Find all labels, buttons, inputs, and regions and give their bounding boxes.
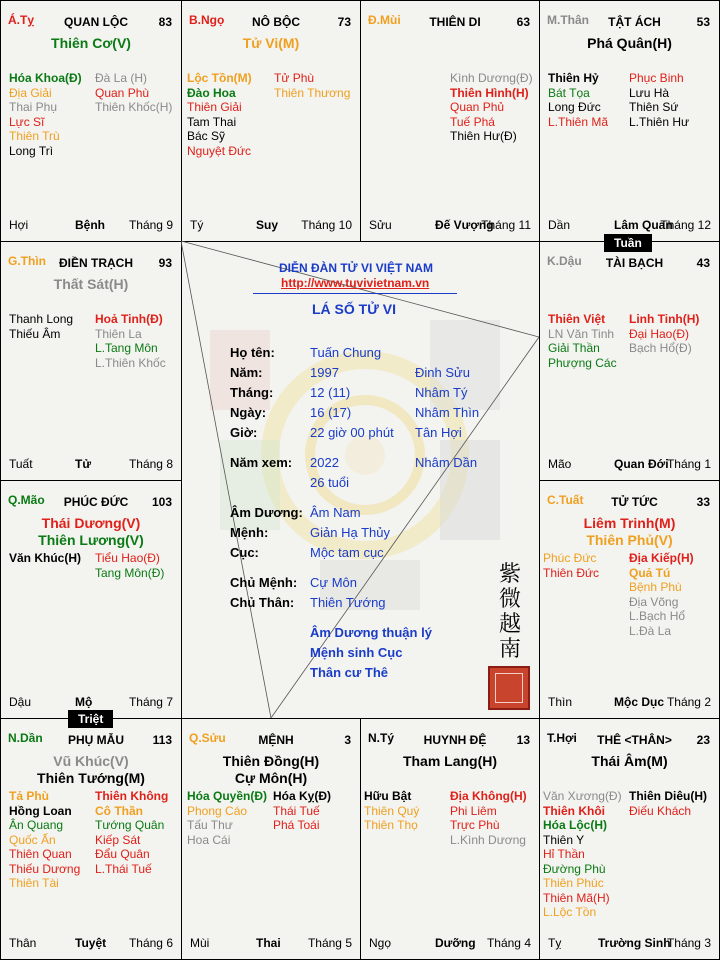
palace-stem: Á.Tỵ <box>8 13 35 27</box>
minor-stars-left <box>9 312 73 341</box>
minor-star: Kình Dương(Đ) <box>450 71 533 85</box>
minor-star: Quốc Ấn <box>9 832 56 847</box>
minor-star: Hóa Khoa(Đ) <box>9 71 82 85</box>
minor-star: Thiên Thọ <box>364 818 418 832</box>
info-value: 22 giờ 00 phút <box>310 425 394 440</box>
triet-tag: Triệt <box>68 710 113 728</box>
branch-label: Tý <box>190 218 204 232</box>
minor-star: Tấu Thư <box>187 818 233 832</box>
palace-name: TÀI BẠCH <box>605 256 664 270</box>
minor-star: Thiên Khốc(H) <box>95 100 173 114</box>
minor-star: Quan Phủ <box>450 100 505 114</box>
palace-name: THIÊN DI <box>429 15 481 29</box>
minor-star: Hóa Kỵ(Đ) <box>273 789 332 803</box>
branch-label: Dậu <box>9 695 32 709</box>
palace-name: PHỤ MẪU <box>68 733 124 747</box>
major-star: Thất Sát(H) <box>53 276 129 292</box>
major-star: Thiên Cơ(V) <box>51 35 131 51</box>
major-star: Tham Lang(H) <box>402 753 498 769</box>
palace-p-tuat <box>539 480 720 719</box>
minor-star: Hóa Quyền(Đ) <box>187 789 268 803</box>
minor-star: Đà La (H) <box>95 71 148 85</box>
minor-star: Thanh Long <box>9 312 74 326</box>
branch-label: Thân <box>9 936 37 950</box>
major-star: Thiên Đồng(H) <box>222 753 320 769</box>
life-stage: Suy <box>256 218 279 232</box>
palace-footer <box>548 695 711 709</box>
palace-name: QUAN LỘC <box>64 15 128 29</box>
minor-star: Hồng Loan <box>9 803 72 818</box>
minor-star: Phục Binh <box>629 71 684 85</box>
minor-star: Thiên Sứ <box>629 100 679 114</box>
minor-star: L.Thiên Hư <box>629 114 690 129</box>
minor-star: Kiếp Sát <box>95 832 141 847</box>
minor-star: Thiên Hư(Đ) <box>450 129 517 143</box>
month-label: Tháng 2 <box>666 695 711 709</box>
minor-stars-right <box>95 71 172 115</box>
palace-stem: N.Dần <box>8 731 43 745</box>
minor-star: Linh Tinh(H) <box>629 312 700 326</box>
info-value: 12 (11) <box>310 385 351 400</box>
minor-star: L.Thiên Khốc <box>95 355 166 370</box>
month-label: Tháng 12 <box>660 218 711 232</box>
minor-star: Thiên Việt <box>548 312 606 326</box>
palace-footer <box>548 457 711 471</box>
minor-star: Thiên Hỷ <box>548 71 599 85</box>
palace-p-mao <box>0 480 182 719</box>
minor-stars-left <box>548 312 617 370</box>
palace-age: 93 <box>158 256 172 270</box>
palace-age: 23 <box>696 733 710 747</box>
minor-star: Cô Thần <box>95 803 143 818</box>
palace-name: TẬT ÁCH <box>608 15 661 29</box>
branch-label: Thìn <box>548 695 573 709</box>
minor-star: Văn Khúc(H) <box>9 551 81 565</box>
info-value: Giản Hạ Thủy <box>310 525 390 540</box>
minor-star: Địa Giải <box>9 85 52 100</box>
minor-star: Long Đức <box>548 100 601 114</box>
minor-star: Đẩu Quân <box>95 847 150 861</box>
palace-name: THÊ <THÂN> <box>597 733 672 747</box>
palace-stem: M.Thân <box>547 13 589 27</box>
info-label: Chủ Mệnh: <box>230 575 298 590</box>
palace-p-than <box>539 0 720 242</box>
minor-star: Phá Toái <box>273 818 320 832</box>
minor-star: Thiên Hình(H) <box>450 85 529 100</box>
minor-star: Lực Sĩ <box>9 114 45 129</box>
major-star: Thái Dương(V) <box>41 515 141 531</box>
palace-footer <box>548 218 711 232</box>
palace-footer <box>9 218 173 232</box>
palace-footer <box>9 695 173 709</box>
minor-star: Phượng Các <box>548 355 617 370</box>
palace-age: 63 <box>516 15 530 29</box>
minor-star: Bát Tọa <box>548 85 590 100</box>
palace-name: MỆNH <box>258 733 294 747</box>
info-label: Họ tên: <box>230 345 275 360</box>
palace-age: 53 <box>696 15 710 29</box>
chart-note: Thân cư Thê <box>310 665 389 680</box>
palace-p-hoi <box>539 718 720 960</box>
forum-url[interactable]: http://www.tuvivietnam.vn <box>281 276 430 290</box>
palace-stem: T.Hợi <box>547 731 577 745</box>
minor-star: Tiểu Hao(Đ) <box>95 551 160 565</box>
palace-p-dan <box>0 718 182 960</box>
minor-star: Thiên Trù <box>9 129 60 143</box>
palace-footer <box>548 936 711 950</box>
info-label: Âm Dương: <box>230 505 303 520</box>
minor-star: Địa Không(H) <box>450 789 527 803</box>
calligraphy-char: 南 <box>498 637 521 662</box>
vertical-calligraphy <box>497 562 523 662</box>
minor-star: Bác Sỹ <box>187 129 226 143</box>
palace-stem: Q.Mão <box>8 493 45 507</box>
info-label: Tháng: <box>230 385 274 400</box>
palace-footer <box>369 936 531 950</box>
info-label: Mệnh: <box>230 525 269 540</box>
minor-star: Đường Phù <box>543 861 606 876</box>
month-label: Tháng 10 <box>301 218 352 232</box>
age-value: 26 tuổi <box>310 475 350 490</box>
palace-age: 43 <box>696 256 710 270</box>
minor-star: Trực Phù <box>450 818 500 832</box>
minor-star: Thiên Thương <box>274 85 351 100</box>
minor-star: Đại Hao(Đ) <box>629 326 690 341</box>
palace-age: 3 <box>344 733 351 747</box>
minor-stars-right <box>629 789 707 818</box>
major-star: Vũ Khúc(V) <box>53 753 129 769</box>
minor-star: Bệnh Phù <box>629 580 682 594</box>
palace-p-mui <box>360 0 540 242</box>
branch-label: Tỵ <box>548 936 562 950</box>
minor-star: Địa Kiếp(H) <box>629 551 694 565</box>
minor-stars-right <box>450 789 527 847</box>
info-value: 2022 <box>310 455 339 470</box>
life-stage: Trường Sinh <box>598 936 671 950</box>
palace-age: 103 <box>151 495 172 509</box>
minor-star: Long Trì <box>9 143 54 158</box>
month-label: Tháng 4 <box>486 936 531 950</box>
info-value: 16 (17) <box>310 405 352 420</box>
info-label: Giờ: <box>230 425 258 440</box>
minor-stars-left <box>543 551 599 580</box>
major-star: Thiên Tướng(M) <box>37 770 145 786</box>
month-label: Tháng 7 <box>128 695 173 709</box>
red-seal-stamp <box>488 666 530 710</box>
minor-star: Thiên Giải <box>187 100 242 114</box>
minor-stars-left <box>9 71 82 158</box>
minor-star: Tang Môn(Đ) <box>95 565 165 580</box>
minor-star: Hoả Tinh(Đ) <box>95 312 163 326</box>
life-stage: Đế Vượng <box>435 218 494 232</box>
palace-stem: B.Ngọ <box>189 13 225 27</box>
minor-stars-right <box>629 312 699 356</box>
title-divider <box>253 293 457 294</box>
minor-star: Quả Tú <box>629 565 671 580</box>
month-label: Tháng 6 <box>128 936 173 950</box>
palace-stem: N.Tý <box>368 731 395 745</box>
minor-star: Thiên Quý <box>364 803 420 818</box>
minor-star: L.Thái Tuế <box>95 861 152 876</box>
info-value: 1997 <box>310 365 339 380</box>
minor-star: Địa Võng <box>629 594 679 609</box>
minor-star: L.Lộc Tồn <box>543 905 597 919</box>
minor-star: Thiên Mã(H) <box>543 890 610 905</box>
minor-star: Phúc Đức <box>543 551 597 565</box>
minor-stars-right <box>273 789 331 833</box>
palace-name: ĐIỀN TRẠCH <box>59 256 133 270</box>
palace-age: 73 <box>337 15 351 29</box>
info-label: Năm xem: <box>230 455 293 470</box>
minor-star: Giải Thần <box>548 341 600 355</box>
minor-star: L.Đà La <box>629 623 672 638</box>
info-label: Cục: <box>230 545 259 560</box>
minor-star: L.Bạch Hổ <box>629 609 686 623</box>
tuan-tag: Tuần <box>604 234 652 252</box>
info-value-canchi: Nhâm Dần <box>415 455 478 470</box>
palace-footer <box>9 457 173 471</box>
palace-stem: Đ.Mùi <box>368 13 401 27</box>
minor-star: Thiếu Dương <box>9 861 81 876</box>
major-star: Cự Môn(H) <box>234 770 308 786</box>
minor-stars-left <box>9 789 80 891</box>
minor-star: Văn Xương(Đ) <box>543 789 622 803</box>
minor-star: Thái Tuế <box>273 803 320 818</box>
life-stage: Lâm Quan <box>614 218 673 232</box>
major-star: Thiên Lương(V) <box>38 532 144 548</box>
minor-stars-left <box>548 71 608 129</box>
info-value: Tuấn Chung <box>310 345 382 360</box>
palace-name: NÔ BỘC <box>252 15 300 29</box>
calligraphy-char: 紫 <box>498 562 521 587</box>
month-label: Tháng 1 <box>666 457 711 471</box>
minor-star: Thiên Khôi <box>543 803 605 818</box>
minor-star: Thiên Đức <box>543 565 600 580</box>
month-label: Tháng 11 <box>481 218 531 232</box>
minor-star: LN Văn Tinh <box>548 326 615 341</box>
life-stage: Mộc Dục <box>614 695 665 709</box>
minor-star: Ân Quang <box>9 818 64 832</box>
calligraphy-char: 微 <box>498 587 521 612</box>
calligraphy-char: 越 <box>498 612 521 637</box>
palace-stem: C.Tuất <box>547 493 584 507</box>
palace-age: 13 <box>516 733 530 747</box>
info-value: Mộc tam cục <box>310 545 384 560</box>
life-stage: Tử <box>75 457 92 471</box>
minor-star: Thiên Quan <box>9 847 72 861</box>
minor-star: L.Thiên Mã <box>548 114 609 129</box>
palace-p-thin <box>0 241 182 481</box>
palace-age: 113 <box>152 733 172 747</box>
major-star: Phá Quân(H) <box>587 35 672 51</box>
palace-footer <box>190 936 352 950</box>
minor-star: Quan Phù <box>95 85 150 100</box>
minor-star: Tử Phù <box>274 71 315 85</box>
palace-stem: K.Dậu <box>547 254 582 268</box>
minor-star: Phong Cáo <box>187 803 248 818</box>
palace-name: HUYNH ĐỆ <box>423 733 487 747</box>
minor-star: Hỉ Thần <box>543 847 585 861</box>
palace-stem: G.Thìn <box>8 254 46 268</box>
palace-name: PHÚC ĐỨC <box>63 495 129 509</box>
minor-star: Lưu Hà <box>629 85 670 100</box>
branch-label: Tuất <box>9 457 33 471</box>
major-star: Thiên Phủ(V) <box>586 532 673 548</box>
minor-star: Tướng Quân <box>95 818 165 832</box>
month-label: Tháng 5 <box>307 936 352 950</box>
palace-footer <box>190 218 352 232</box>
palace-p-suu <box>181 718 361 960</box>
minor-star: Điếu Khách <box>629 803 692 818</box>
minor-star: Nguyệt Đức <box>187 143 252 158</box>
palace-age: 83 <box>158 15 172 29</box>
month-label: Tháng 3 <box>666 936 711 950</box>
minor-stars-right <box>450 71 533 144</box>
life-stage: Mộ <box>75 695 93 709</box>
minor-stars-left <box>187 71 252 158</box>
major-star: Thái Âm(M) <box>591 753 668 769</box>
minor-star: Phi Liêm <box>450 803 497 818</box>
info-value-canchi: Nhâm Thìn <box>415 405 480 420</box>
branch-label: Mão <box>548 457 572 471</box>
palace-p-dau <box>539 241 720 481</box>
chart-title: LÁ SỐ TỬ VI <box>312 301 396 317</box>
major-star: Tử Vi(M) <box>242 35 300 51</box>
minor-stars-right <box>274 71 350 100</box>
life-stage: Dưỡng <box>435 936 476 950</box>
minor-stars-right <box>95 551 164 580</box>
info-label: Chủ Thân: <box>230 595 295 610</box>
minor-star: Tuế Phá <box>450 114 495 129</box>
palace-name: TỬ TỨC <box>611 495 658 509</box>
branch-label: Ngọ <box>369 936 392 950</box>
minor-stars-left <box>9 551 81 566</box>
palace-footer <box>369 218 531 232</box>
chart-note: Mệnh sinh Cục <box>310 645 403 660</box>
branch-label: Dần <box>548 218 571 232</box>
minor-star: Lộc Tồn(M) <box>187 71 252 85</box>
minor-star: Thiên La <box>95 326 142 341</box>
minor-stars-left <box>187 789 267 847</box>
minor-stars-left <box>543 789 622 920</box>
minor-star: Thiên Tài <box>9 876 59 890</box>
info-value-canchi: Tân Hợi <box>415 425 462 440</box>
info-label: Ngày: <box>230 405 267 420</box>
month-label: Tháng 9 <box>128 218 173 232</box>
month-label: Tháng 8 <box>128 457 173 471</box>
branch-label: Sửu <box>369 218 392 232</box>
palace-age: 33 <box>696 495 710 509</box>
minor-stars-right <box>629 71 689 129</box>
palace-footer <box>9 936 173 950</box>
minor-star: Thiên Không <box>95 789 169 803</box>
life-stage: Bệnh <box>75 218 105 232</box>
info-value: Âm Nam <box>310 505 361 520</box>
life-stage: Quan Đới <box>614 457 669 471</box>
minor-star: Tả Phù <box>9 789 50 803</box>
minor-star: L.Tang Môn <box>95 341 158 355</box>
chart-note: Âm Dương thuận lý <box>310 625 432 640</box>
minor-star: Thiên Phúc <box>543 876 604 890</box>
center-panel <box>181 241 539 718</box>
palace-p-ngo <box>181 0 361 242</box>
minor-star: Hữu Bật <box>364 789 412 803</box>
minor-star: Bạch Hổ(Đ) <box>629 341 692 355</box>
minor-star: Tam Thai <box>187 114 237 129</box>
minor-star: Thiếu Âm <box>9 326 61 341</box>
minor-stars-right <box>95 312 166 370</box>
minor-star: Thiên Diêu(H) <box>629 789 707 803</box>
branch-label: Hợi <box>9 218 29 232</box>
minor-star: Thai Phụ <box>9 100 58 114</box>
palace-p-ty2 <box>360 718 540 960</box>
info-label: Năm: <box>230 365 263 380</box>
info-value: Thiên Tướng <box>310 595 386 610</box>
minor-star: Thiên Y <box>543 832 585 847</box>
major-star: Liêm Trinh(M) <box>583 515 676 531</box>
minor-star: Đào Hoa <box>187 85 236 100</box>
minor-stars-right <box>95 789 168 876</box>
palace-stem: Q.Sửu <box>189 731 226 745</box>
info-value-canchi: Nhâm Tý <box>415 385 468 400</box>
minor-star: L.Kình Dương <box>450 832 526 847</box>
minor-star: Hóa Lộc(H) <box>543 818 607 832</box>
minor-stars-left <box>364 789 419 833</box>
branch-label: Mùi <box>190 936 210 950</box>
life-stage: Tuyệt <box>75 936 107 950</box>
minor-star: Hoa Cái <box>187 832 231 847</box>
minor-stars-right <box>629 551 694 638</box>
life-stage: Thai <box>256 936 281 950</box>
palace-p-ty <box>0 0 182 242</box>
info-value: Cự Môn <box>310 575 357 590</box>
forum-name: DIỄN ĐÀN TỬ VI VIỆT NAM <box>279 261 433 275</box>
info-value-canchi: Đinh Sửu <box>415 365 470 380</box>
